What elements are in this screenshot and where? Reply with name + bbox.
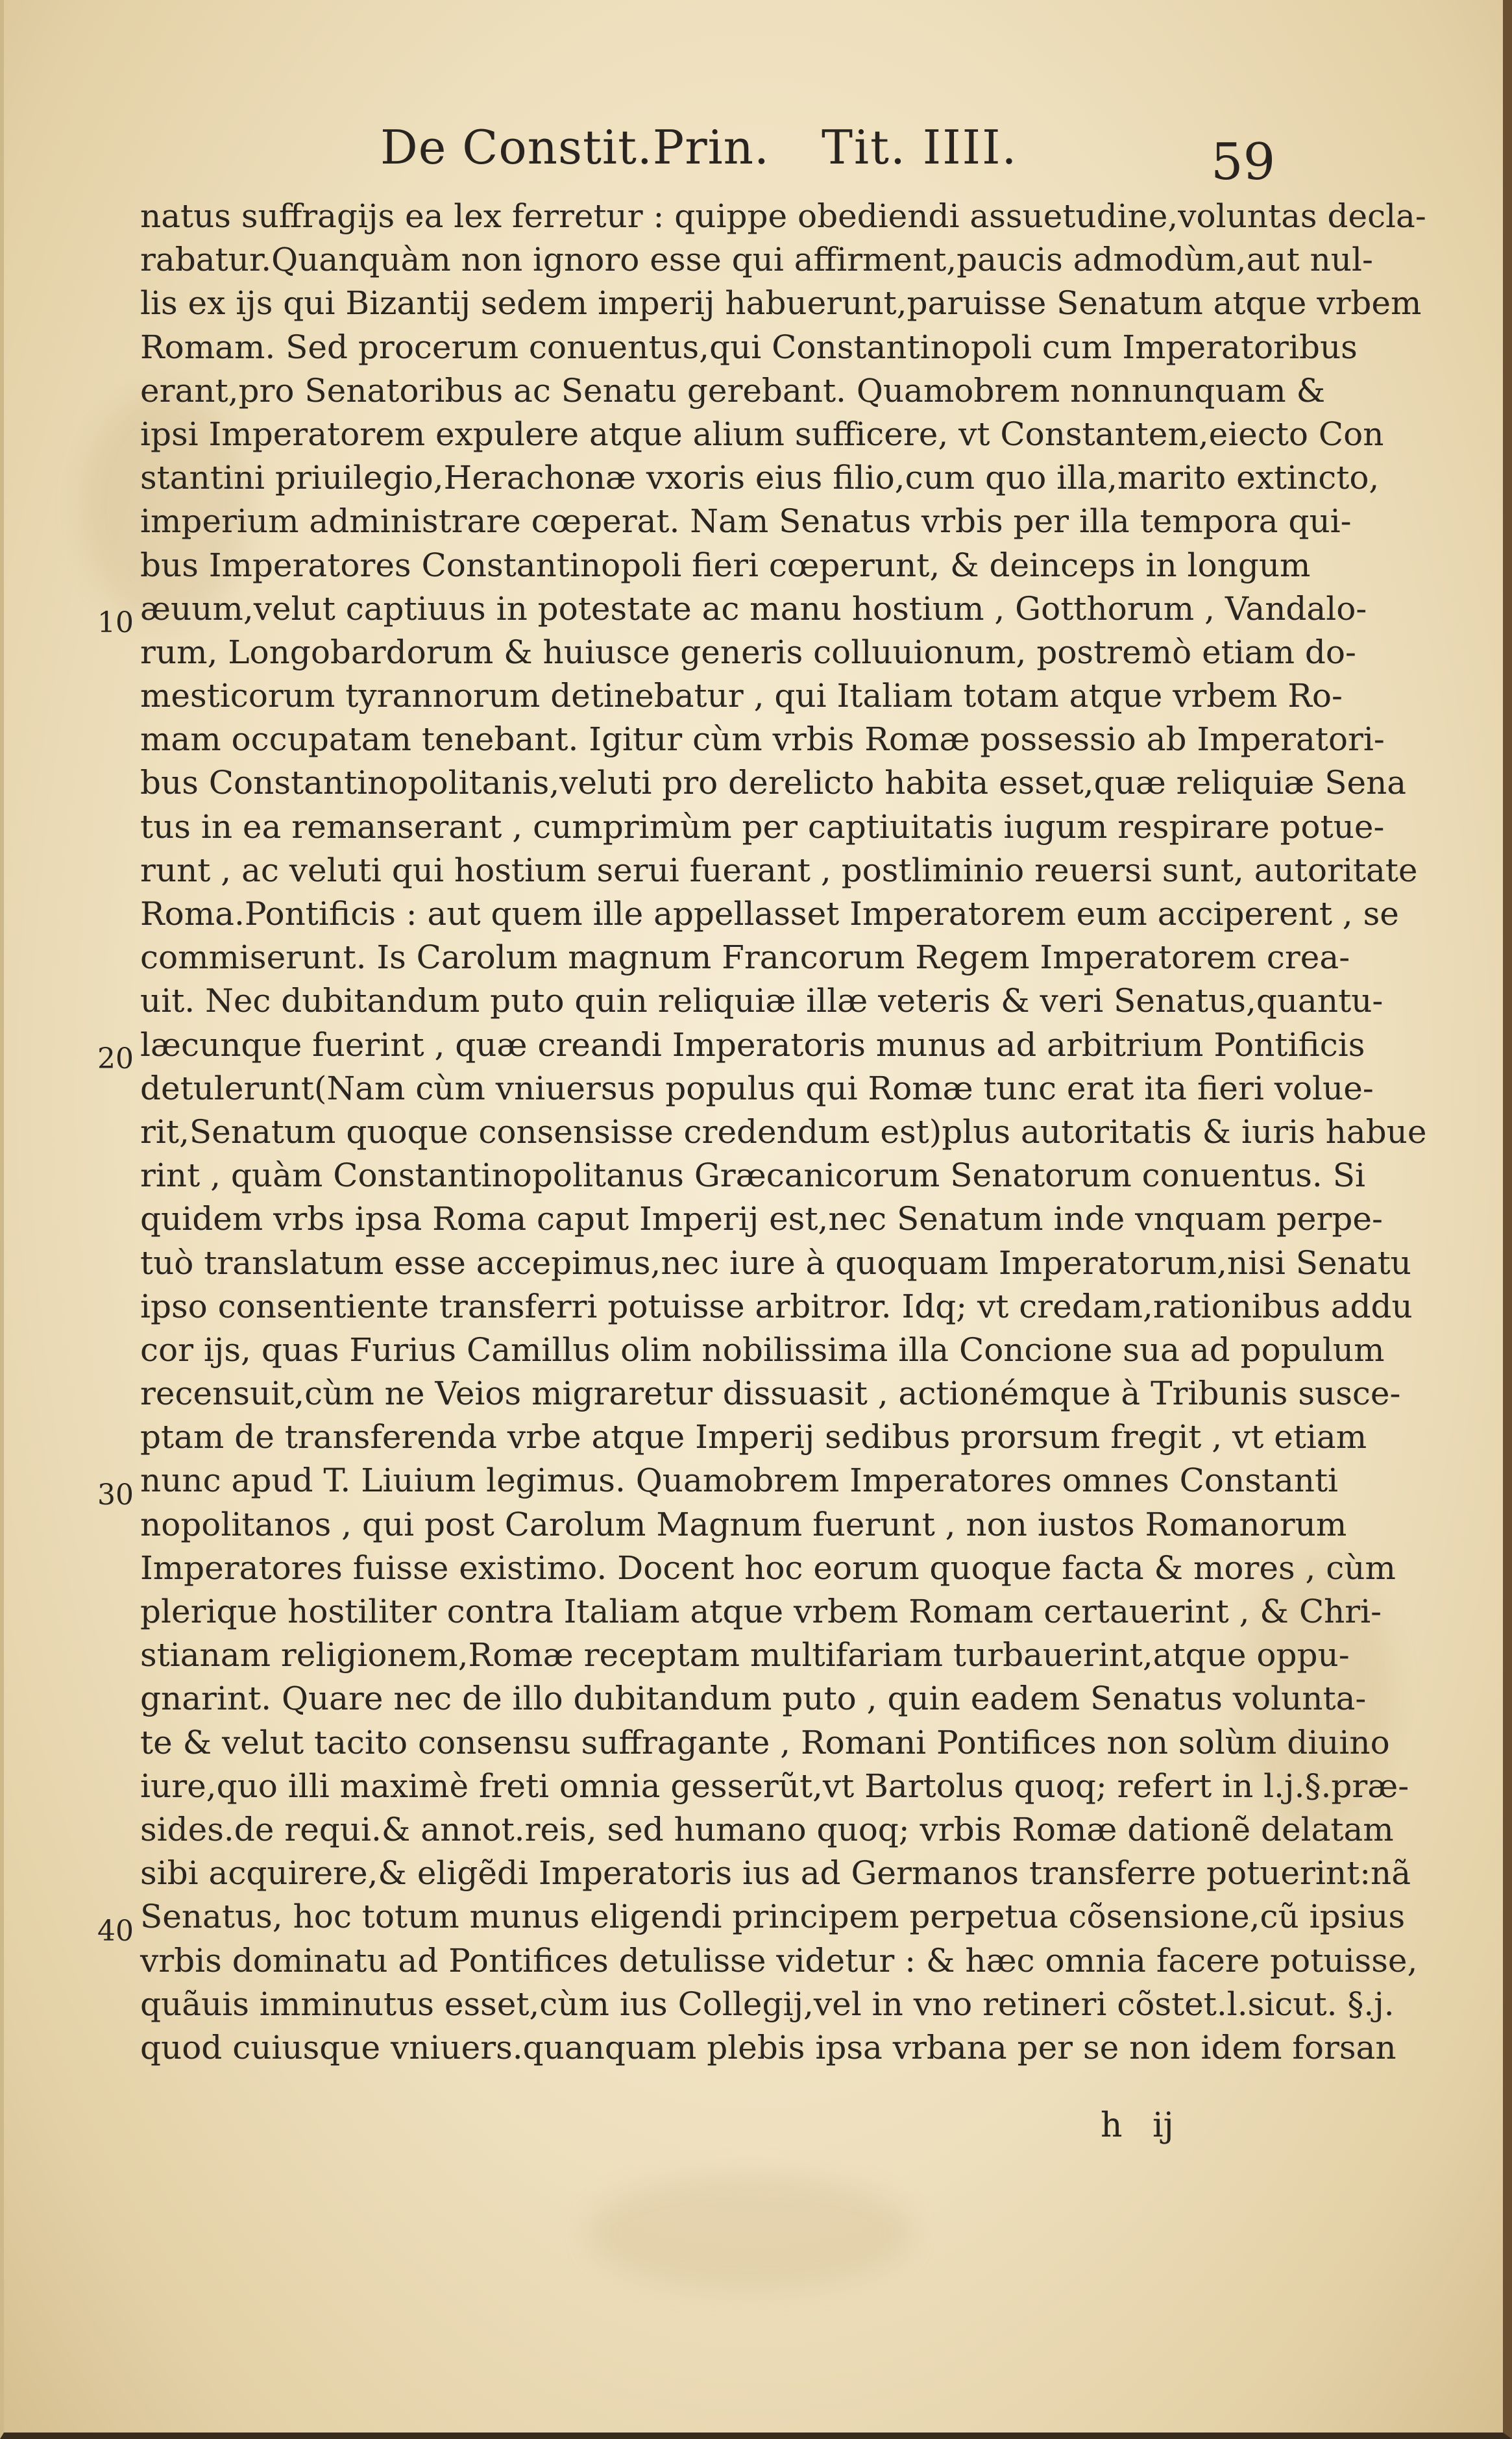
text-line: stianam religionem,Romæ receptam multifariam turbauerint,atque oppu-: [140, 1636, 1350, 1674]
text-line: commiserunt. Is Carolum magnum Francorum Regem Imperatorem crea-: [140, 938, 1350, 977]
text-line: læcunque fuerint , quæ creandi Imperatoris munus ad arbitrium Pontificis: [140, 1025, 1365, 1064]
running-header: [140, 114, 1276, 191]
text-line: mam occupatam tenebant. Igitur cùm vrbis Romæ possessio ab Imperatori-: [140, 720, 1385, 759]
text-line: quod cuiusque vniuers.quanquam plebis ipsa vrbana per se non idem forsan: [140, 2028, 1396, 2066]
text-line: bus Constantinopolitanis,veluti pro derelicto habita esset,quæ reliquiæ Sena: [140, 764, 1407, 802]
text-line: rit,Senatum quoque consensisse credendum est)plus autoritatis & iuris habue: [140, 1112, 1427, 1151]
text-line: lis ex ijs qui Bizantij sedem imperij habuerunt,paruisse Senatum atque vrbem: [140, 284, 1422, 323]
text-line: nopolitanos , qui post Carolum Magnum fuerunt , non iustos Romanorum: [140, 1505, 1347, 1543]
text-line: quidem vrbs ipsa Roma caput Imperij est,nec Senatum inde vnquam perpe-: [140, 1200, 1383, 1238]
text-line: te & velut tacito consensu suffragante , Romani Pontifices non solùm diuino: [140, 1723, 1390, 1761]
text-line: sides.de requi.& annot.reis, sed humano quoq; vrbis Romæ dationẽ delatam: [140, 1810, 1394, 1848]
text-line: ipsi Imperatorem expulere atque alium sufficere, vt Constantem,eiecto Con: [140, 415, 1384, 453]
signature-mark: h ij: [1101, 2106, 1174, 2145]
text-line: natus suffragijs ea lex ferretur : quippe obediendi assuetudine,voluntas decla-: [140, 197, 1426, 235]
text-line: Senatus, hoc totum munus eligendi principem perpetua cõsensione,cũ ipsius: [140, 1898, 1406, 1936]
text-line: erant,pro Senatoribus ac Senatu gerebant. Quamobrem nonnunquam &: [140, 371, 1326, 410]
line-number: 40: [97, 1915, 134, 1948]
text-line: Romam. Sed procerum conuentus,qui Constantinopoli cum Imperatoribus: [140, 328, 1358, 366]
line-number: 10: [97, 606, 134, 639]
text-line: Roma.Pontificis : aut quem ille appellasset Imperatorem eum acciperent , se: [140, 895, 1399, 933]
text-line: mesticorum tyrannorum detinebatur , qui Italiam totam atque vrbem Ro-: [140, 677, 1343, 715]
text-line: uit. Nec dubitandum puto quin reliquiæ illæ veteris & veri Senatus,quantu-: [140, 982, 1384, 1020]
text-line: rum, Longobardorum & huiusce generis colluuionum, postremò etiam do-: [140, 633, 1356, 671]
text-line: bus Imperatores Constantinopoli fieri cœperunt, & deinceps in longum: [140, 546, 1311, 584]
body-text: [140, 195, 1427, 2070]
line-number: 20: [97, 1042, 134, 1075]
line-number: 30: [97, 1478, 134, 1512]
header-section: Tit. IIII.: [822, 120, 1018, 175]
text-line: rabatur.Quanquàm non ignoro esse qui affirment,paucis admodùm,aut nul-: [140, 241, 1373, 279]
text-line: nunc apud T. Liuium legimus. Quamobrem Imperatores omnes Constanti: [140, 1462, 1339, 1500]
text-line: Imperatores fuisse existimo. Docent hoc eorum quoque facta & mores , cùm: [140, 1549, 1396, 1587]
text-line: runt , ac veluti qui hostium serui fuerant , postliminio reuersi sunt, autoritate: [140, 851, 1418, 889]
header-title: De Constit.Prin.: [380, 120, 770, 175]
text-line: ptam de transferenda vrbe atque Imperij sedibus prorsum fregit , vt etiam: [140, 1418, 1367, 1456]
text-line: cor ijs, quas Furius Camillus olim nobilissima illa Concione sua ad populum: [140, 1330, 1385, 1369]
text-line: rint , quàm Constantinopolitanus Græcanicorum Senatorum conuentus. Si: [140, 1157, 1365, 1195]
text-line: imperium administrare cœperat. Nam Senatus vrbis per illa tempora qui-: [140, 502, 1352, 541]
text-line: plerique hostiliter contra Italiam atque vrbem Romam certauerint , & Chri-: [140, 1593, 1382, 1630]
text-line: sibi acquirere,& eligẽdi Imperatoris ius ad Germanos transferre potuerint:nã: [140, 1854, 1411, 1893]
text-line: tus in ea remanserant , cumprimùm per captiuitatis iugum respirare potue-: [140, 807, 1385, 846]
text-line: quãuis imminutus esset,cùm ius Collegij,vel in vno retineri cõstet.l.sicut. §.j.: [140, 1985, 1395, 2023]
page-number: 59: [1211, 133, 1276, 191]
text-line: stantini priuilegio,Herachonæ vxoris eius filio,cum quo illa,marito extincto,: [140, 459, 1380, 497]
text-line: iure,quo illi maximè freti omnia gesserũt,vt Bartolus quoq; refert in l.j.§.præ-: [140, 1767, 1409, 1805]
text-line: ipso consentiente transferri potuisse arbitror. Idq; vt credam,rationibus addu: [140, 1287, 1413, 1325]
text-line: recensuit,cùm ne Veios migraretur dissuasit , actionémque à Tribunis susce-: [140, 1375, 1401, 1413]
text-line: tuò translatum esse accepimus,nec iure à quoquam Imperatorum,nisi Senatu: [140, 1244, 1411, 1282]
text-line: gnarint. Quare nec de illo dubitandum puto , quin eadem Senatus volunta-: [140, 1680, 1367, 1718]
text-line: vrbis dominatu ad Pontifices detulisse videtur : & hæc omnia facere potuisse,: [140, 1941, 1418, 1979]
text-line: æuum,velut captiuus in potestate ac manu hostium , Gotthorum , Vandalo-: [140, 589, 1367, 628]
text-line: detulerunt(Nam cùm vniuersus populus qui Romæ tunc erat ita fieri volue-: [140, 1069, 1374, 1107]
paper-stain: [588, 2174, 912, 2291]
